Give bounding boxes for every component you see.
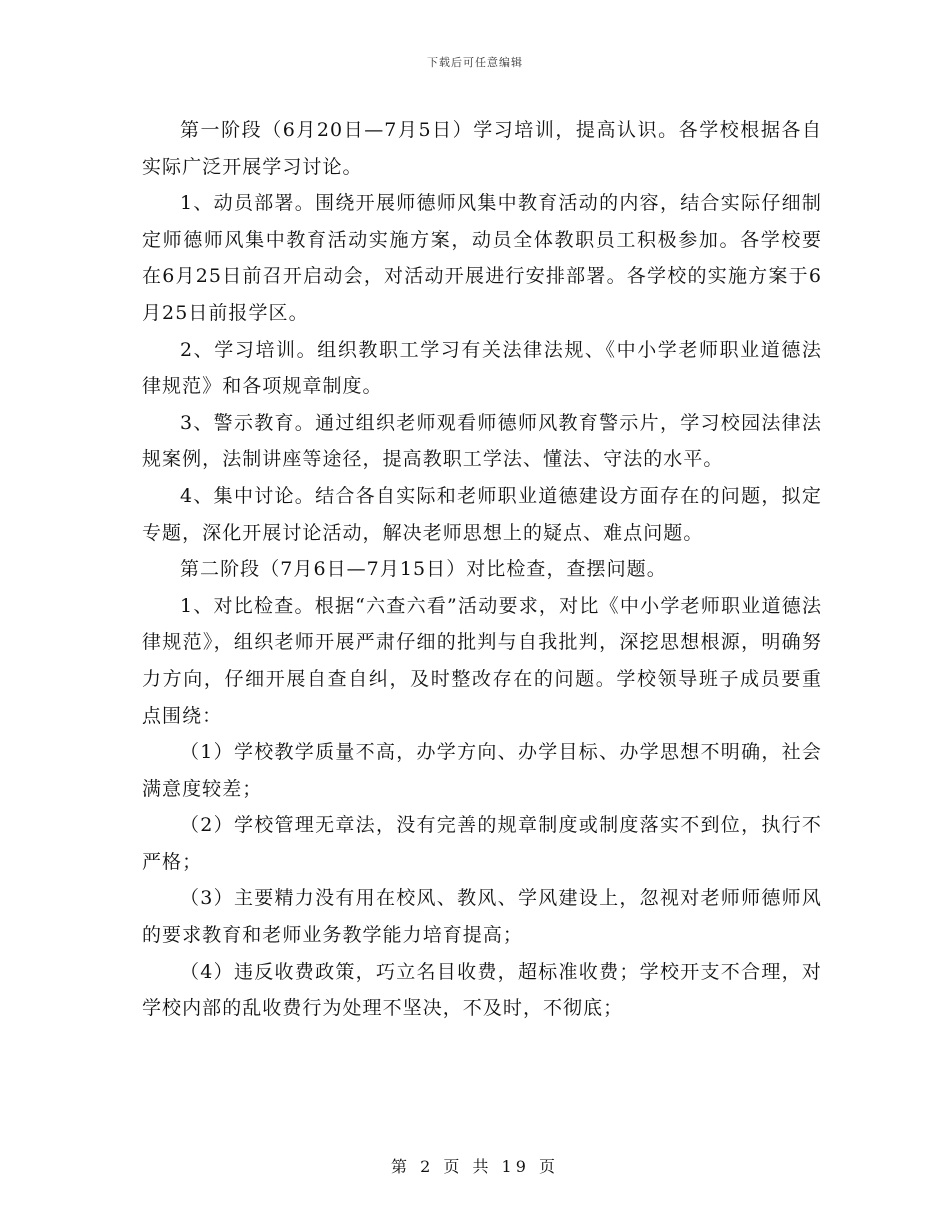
page-number-footer: 第 2 页 共 19 页 bbox=[391, 1157, 559, 1176]
paragraph-item-2: （2）学校管理无章法，没有完善的规章制度或制度落实不到位，执行不严格； bbox=[142, 814, 822, 873]
paragraph-study-training: 2、学习培训。组织教职工学习有关法律法规、《中小学老师职业道德法律规范》和各项规章制度。 bbox=[142, 338, 822, 398]
paragraph-self-check: 1、对比检查。根据“六查六看”活动要求，对比《中小学老师职业道德法律规范》，组织老师开展严肃仔细的批判与自我批判，深挖思想根源，明确努力方向，仔细开展自查自纠，及时整改存在的问题。学校领导班子成员要重点围绕： bbox=[142, 594, 822, 727]
paragraph-item-3: （3）主要精力没有用在校风、教风、学风建设上，忽视对老师师德师风的要求教育和老师业务教学能力培育提高； bbox=[142, 887, 822, 947]
paragraph-discussion: 4、集中讨论。结合各自实际和老师职业道德建设方面存在的问题，拟定专题，深化开展讨论活动，解决老师思想上的疑点、难点问题。 bbox=[142, 484, 822, 544]
paragraph-item-4: （4）违反收费政策，巧立名目收费，超标准收费；学校开支不合理，对学校内部的乱收费行为处理不坚决，不及时，不彻底； bbox=[142, 960, 822, 1020]
paragraph-stage-two: 第二阶段（7月6日—7月15日）对比检查，查摆问题。 bbox=[180, 558, 667, 581]
paragraph-stage-one: 第一阶段（6月20日—7月5日）学习培训，提高认识。各学校根据各自实际广泛开展学习讨论。 bbox=[142, 119, 822, 178]
paragraph-item-1: （1）学校教学质量不高，办学方向、办学目标、办学思想不明确，社会满意度较差； bbox=[142, 741, 822, 800]
document-body bbox=[142, 112, 822, 1027]
paragraph-warning-education: 3、警示教育。通过组织老师观看师德师风教育警示片，学习校园法律法规案例，法制讲座等途径，提高教职工学法、懂法、守法的水平。 bbox=[142, 411, 822, 471]
paragraph-mobilization: 1、动员部署。围绕开展师德师风集中教育活动的内容，结合实际仔细制定师德师风集中教育活动实施方案，动员全体教职员工积极参加。各学校要在6月25日前召开启动会，对活动开展进行安排部署。各学校的实施方案于6月25日前报学区。 bbox=[142, 192, 822, 324]
page-header-note: 下载后可任意编辑 bbox=[427, 56, 523, 69]
